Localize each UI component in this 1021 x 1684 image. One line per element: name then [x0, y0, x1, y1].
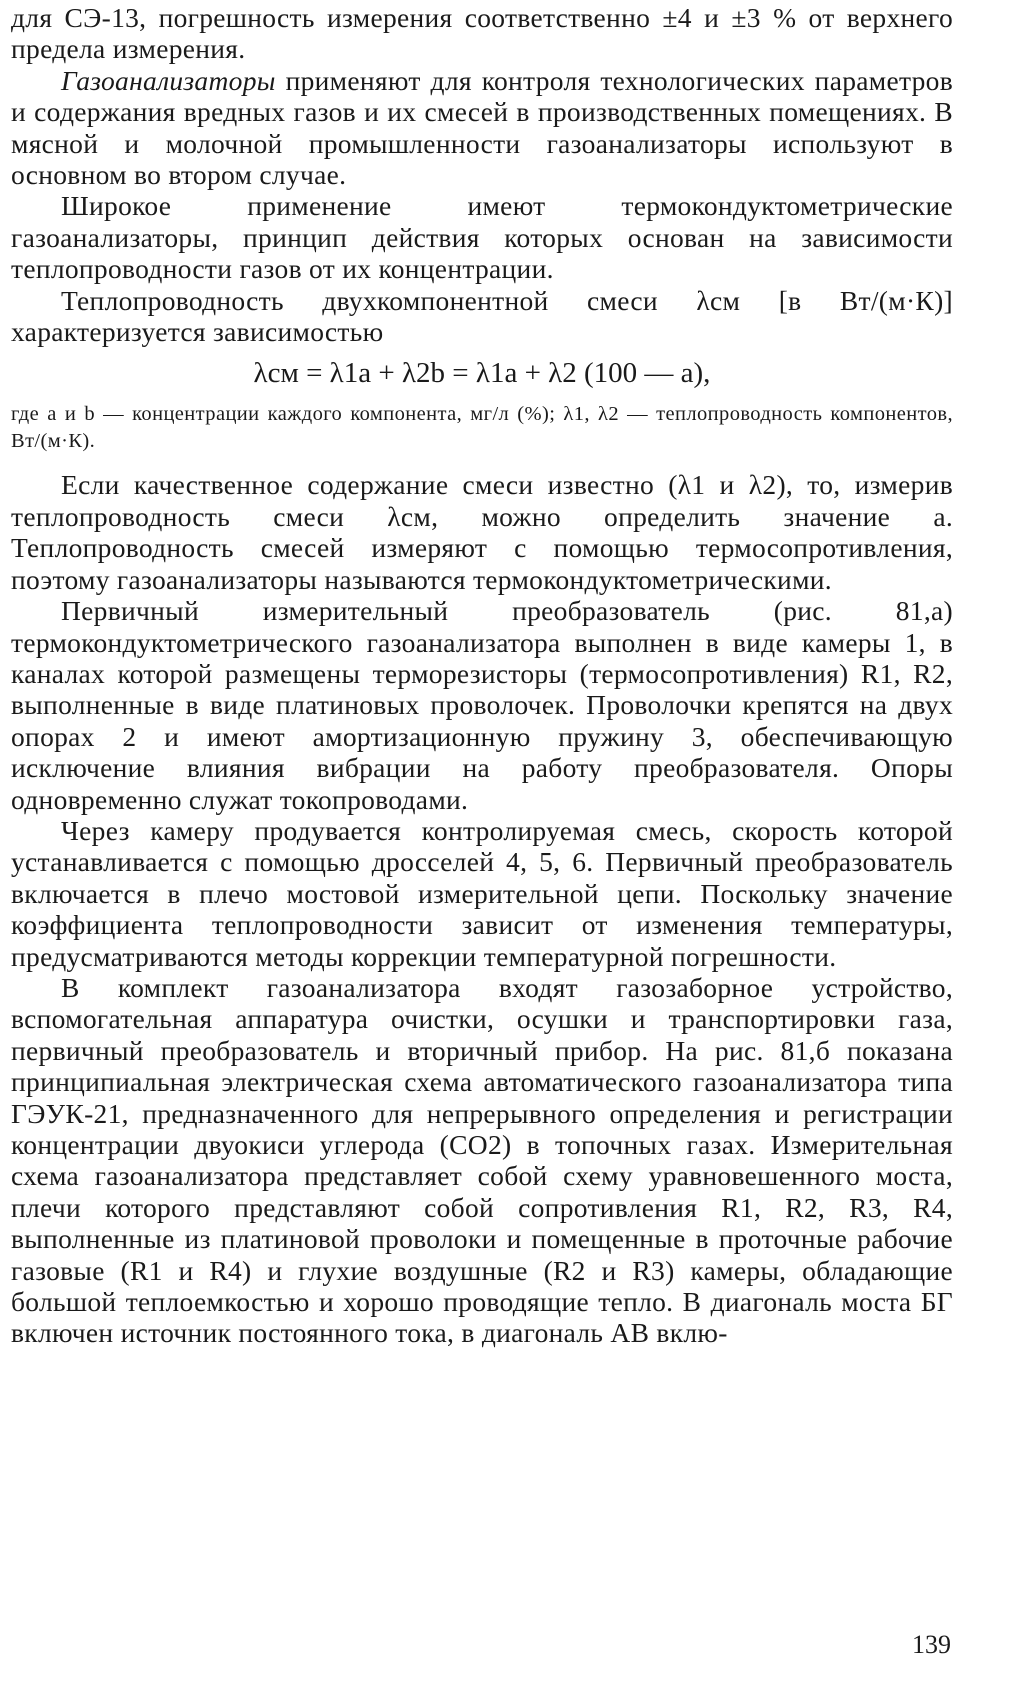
- paragraph-thermal-conductivity: Теплопроводность двухкомпонентной смеси λсм [в Вт/(м·К)] характеризуется зависимостью: [11, 284, 953, 348]
- paragraph-thermoconductometric: Широкое применение имеют термокондуктометрические газоанализаторы, принцип действия которых основан на зависимости теплопроводности газов от их концентрации.: [11, 190, 953, 285]
- paragraph-chamber-flow: Через камеру продувается контролируемая смесь, скорость которой устанавливается с помощью дросселей 4, 5, 6. Первичный преобразователь включается в плечо мостовой измерительной цепи. Поскольку значение коэффициента теплопроводности зависит от изменения температуры, предусматриваются методы коррекции температурной погрешности.: [11, 814, 953, 972]
- formula: λсм = λ1a + λ2b = λ1a + λ2 (100 — a),: [253, 357, 711, 390]
- paragraph-analyzer-set: В комплект газоанализатора входят газозаборное устройство, вспомогательная аппаратура очистки, осушки и транспортировки газа, первичный преобразователь и вторичный прибор. На рис. 81,б показана принципиальная электрическая схема автоматического газоанализатора типа ГЭУК-21, предназначенного для непрерывного определения и регистрации концентрации двуокиси углерода (CO2) в топочных газах. Измерительная схема газоанализатора представляет собой схему уравновешенного моста, плечи которого представляют собой сопротивления R1, R2, R3, R4, выполненные из платиновой проволоки и помещенные в проточные рабочие газовые (R1 и R4) и глухие воздушные (R2 и R3) камеры, обладающие большой теплоемкостью и хорошо проводящие тепло. В диагональ моста БГ включен источник постоянного тока, в диагональ AB вклю-: [11, 971, 953, 1349]
- paragraph-text: применяют для контроля технологических параметров и содержания вредных газов и их смесей в производственных помещениях. В мясной и молочной промышленности газоанализаторы используют в основном во втором случае.: [11, 64, 953, 191]
- paragraph-mixture-content: Если качественное содержание смеси известно (λ1 и λ2), то, измерив теплопроводность смеси λсм, можно определить значение a. Теплопроводность смесей измеряют с помощью термосопротивления, поэтому газоанализаторы называются термокондуктометрическими.: [11, 469, 953, 595]
- paragraph-gas-analyzers: [11, 65, 953, 191]
- page-number: 139: [912, 1630, 951, 1659]
- formula-note: где a и b — концентрации каждого компонента, мг/л (%); λ1, λ2 — теплопроводность компонентов, Вт/(м·К).: [11, 403, 953, 453]
- document-page: [11, 2, 953, 1349]
- italic-term: Газоанализаторы: [61, 64, 276, 96]
- paragraph-continuation: для СЭ-13, погрешность измерения соответственно ±4 и ±3 % от верхнего предела измерения.: [11, 2, 953, 65]
- paragraph-primary-transducer: Первичный измерительный преобразователь (рис. 81,а) термокондуктометрического газоанализатора выполнен в виде камеры 1, в каналах которой размещены терморезисторы (термосопротивления) R1, R2, выполненные в виде платиновых проволочек. Проволочки крепятся на двух опорах 2 и имеют амортизационную пружину 3, обеспечивающую исключение влияния вибрации на работу преобразователя. Опоры одновременно служат токопроводами.: [11, 595, 953, 815]
